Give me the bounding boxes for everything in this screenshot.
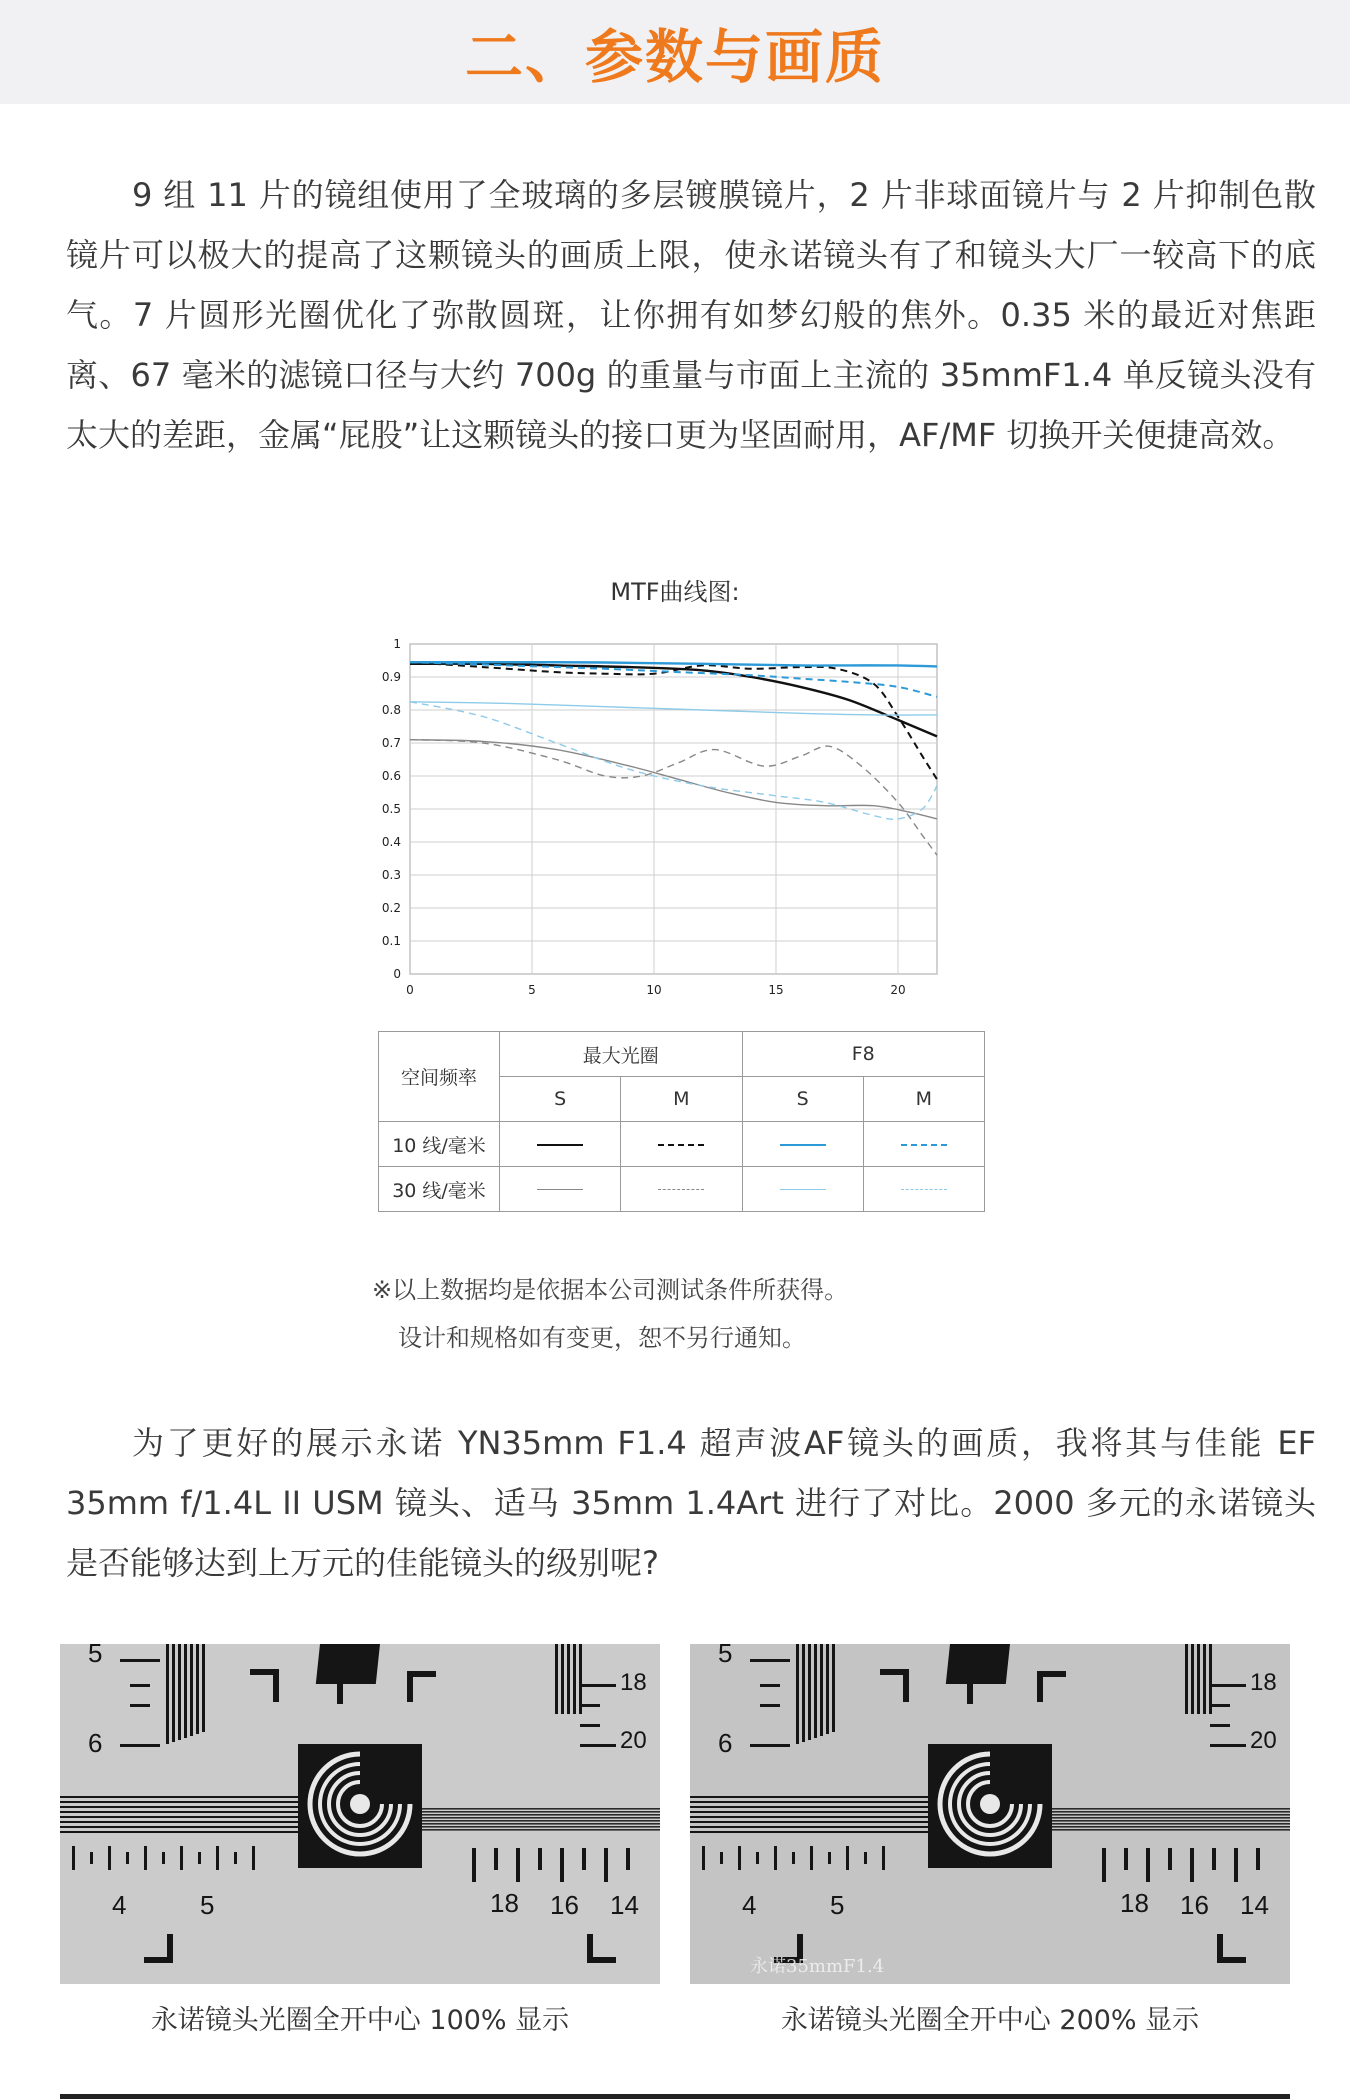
bottom-divider xyxy=(60,2094,1290,2099)
resolution-bar xyxy=(202,1644,205,1732)
target-number: 16 xyxy=(550,1890,579,1920)
legend-line-sample xyxy=(780,1144,826,1146)
target-number: 18 xyxy=(490,1888,519,1918)
ruler-tick xyxy=(882,1846,885,1870)
resolution-bar xyxy=(1197,1644,1200,1714)
horizontal-line-bar xyxy=(1050,1823,1290,1825)
ruler-tick xyxy=(702,1846,705,1870)
section-title: 二、参数与画质 xyxy=(464,23,885,91)
legend-row-10: 10 线/毫米 xyxy=(379,1122,500,1167)
target-number: 18 xyxy=(1120,1888,1149,1918)
legend-sample xyxy=(500,1122,621,1167)
ruler-tick xyxy=(1146,1848,1150,1882)
horizontal-line-bar xyxy=(420,1823,660,1825)
horizontal-line-bar xyxy=(420,1829,660,1831)
legend-line-sample xyxy=(658,1189,704,1190)
scale-tick xyxy=(580,1744,616,1747)
resolution-bar xyxy=(178,1644,181,1740)
x-tick-label: 10 xyxy=(646,983,662,997)
horizontal-line-bar xyxy=(690,1801,930,1803)
horizontal-line-bar xyxy=(690,1796,930,1798)
ruler-tick xyxy=(1190,1848,1194,1882)
ruler-tick xyxy=(560,1848,564,1882)
horizontal-line-bar xyxy=(420,1817,660,1819)
resolution-bar xyxy=(166,1644,169,1744)
ruler-tick xyxy=(626,1848,630,1870)
horizontal-line-bar xyxy=(60,1831,300,1833)
legend-line-sample xyxy=(901,1189,947,1190)
scale-tick xyxy=(1210,1724,1230,1727)
scale-tick xyxy=(580,1724,600,1727)
legend-group-max-aperture: 最大光圈 xyxy=(500,1032,743,1077)
ruler-tick xyxy=(1234,1848,1238,1882)
legend-row-30: 30 线/毫米 xyxy=(379,1167,500,1212)
target-number: 5 xyxy=(718,1644,733,1668)
ruler-tick xyxy=(864,1852,867,1864)
ruler-tick xyxy=(738,1846,741,1870)
resolution-bar xyxy=(820,1644,823,1736)
resolution-bar xyxy=(579,1644,582,1714)
y-tick-label: 0.8 xyxy=(381,703,401,717)
legend-sub-s: S xyxy=(742,1077,863,1122)
target-number: 4 xyxy=(742,1890,757,1920)
resolution-bar xyxy=(808,1644,811,1740)
ruler-tick xyxy=(494,1848,498,1870)
y-tick-label: 0.7 xyxy=(381,736,401,750)
resolution-bar xyxy=(190,1644,193,1736)
x-tick-label: 20 xyxy=(890,983,906,997)
target-number: 5 xyxy=(88,1644,103,1668)
scale-tick xyxy=(580,1684,616,1687)
scale-tick xyxy=(760,1704,780,1707)
x-tick-label: 0 xyxy=(406,983,414,997)
scale-tick xyxy=(580,1704,600,1707)
data-note: ※以上数据均是依据本公司测试条件所获得。 xyxy=(372,1276,849,1304)
resolution-bar xyxy=(802,1644,805,1742)
legend-line-sample xyxy=(780,1189,826,1190)
target-number: 18 xyxy=(620,1669,647,1696)
ruler-tick xyxy=(516,1848,520,1882)
target-number: 4 xyxy=(112,1890,127,1920)
ruler-tick xyxy=(90,1852,93,1864)
legend-line-sample xyxy=(537,1189,583,1190)
legend-sub-m: M xyxy=(863,1077,984,1122)
ruler-tick xyxy=(252,1846,255,1870)
target-number: 20 xyxy=(620,1727,647,1754)
legend-line-sample xyxy=(658,1144,704,1146)
ruler-tick xyxy=(180,1846,183,1870)
scale-tick xyxy=(750,1744,790,1747)
horizontal-line-bar xyxy=(1050,1811,1290,1813)
legend-sample xyxy=(621,1167,742,1212)
scale-tick xyxy=(130,1704,150,1707)
disclaimer-note: 设计和规格如有变更，恕不另行通知。 xyxy=(398,1324,806,1352)
ruler-tick xyxy=(756,1852,759,1864)
y-tick-label: 0.6 xyxy=(381,769,401,783)
horizontal-line-bar xyxy=(1050,1808,1290,1810)
ruler-tick xyxy=(774,1846,777,1870)
ruler-tick xyxy=(216,1846,219,1870)
test-chart-photo-100 xyxy=(60,1644,660,1984)
legend-sample xyxy=(863,1167,984,1212)
ruler-tick xyxy=(792,1852,795,1864)
legend-sample xyxy=(500,1167,621,1212)
resolution-bar xyxy=(826,1644,829,1734)
horizontal-line-bar xyxy=(1050,1817,1290,1819)
scale-tick xyxy=(760,1684,780,1687)
ruler-tick xyxy=(1212,1848,1216,1870)
y-tick-label: 0.3 xyxy=(381,868,401,882)
target-number: 14 xyxy=(610,1890,639,1920)
legend-sub-s: S xyxy=(500,1077,621,1122)
ruler-tick xyxy=(198,1852,201,1864)
ruler-tick xyxy=(846,1846,849,1870)
ruler-tick xyxy=(810,1846,813,1870)
horizontal-line-bar xyxy=(60,1801,300,1803)
y-tick-label: 0.1 xyxy=(381,934,401,948)
horizontal-line-bar xyxy=(60,1811,300,1813)
legend-line-sample xyxy=(537,1144,583,1146)
horizontal-line-bar xyxy=(420,1826,660,1828)
target-number: 6 xyxy=(718,1728,733,1758)
horizontal-line-bar xyxy=(60,1821,300,1823)
legend-table xyxy=(378,1031,985,1212)
ruler-tick xyxy=(234,1852,237,1864)
legend-sub-m: M xyxy=(621,1077,742,1122)
ruler-tick xyxy=(72,1846,75,1870)
resolution-bar xyxy=(796,1644,799,1744)
target-number: 5 xyxy=(830,1890,845,1920)
horizontal-line-bar xyxy=(690,1826,930,1828)
horizontal-line-bar xyxy=(60,1816,300,1818)
horizontal-line-bar xyxy=(420,1820,660,1822)
y-tick-label: 0.4 xyxy=(381,835,401,849)
intro-paragraph: 9 组 11 片的镜组使用了全玻璃的多层镀膜镜片，2 片非球面镜片与 2 片抑制色散镜片可以极大的提高了这颗镜头的画质上限，使永诺镜头有了和镜头大厂一较高下的底气。7 片圆形光圈优化了弥散圆斑，让你拥有如梦幻般的焦外。0.35 米的最近对焦距离、67 毫米的滤镜口径与大约 700g 的重量与市面上主流的 35mmF1.4 单反镜头没有太大的差距，金属“屁股”让这颗镜头的接口更为坚固耐用，AF/MF 切换开关便捷高效。 xyxy=(66,176,1316,454)
legend-sample xyxy=(863,1122,984,1167)
y-tick-label: 0.9 xyxy=(381,670,401,684)
ruler-tick xyxy=(1256,1848,1260,1870)
ruler-tick xyxy=(1168,1848,1172,1870)
resolution-bar xyxy=(1185,1644,1188,1714)
scale-tick xyxy=(1210,1704,1230,1707)
horizontal-line-bar xyxy=(690,1816,930,1818)
legend-corner: 空间频率 xyxy=(379,1032,500,1122)
ruler-tick xyxy=(538,1848,542,1870)
resolution-bar xyxy=(561,1644,564,1714)
resolution-bar xyxy=(172,1644,175,1742)
test-chart-photo-200 xyxy=(690,1644,1290,1984)
header-band xyxy=(0,0,1350,104)
legend-sample xyxy=(742,1167,863,1212)
target-number: 14 xyxy=(1240,1890,1269,1920)
comparison-paragraph: 为了更好的展示永诺 YN35mm F1.4 超声波AF镜头的画质，我将其与佳能 EF 35mm f/1.4L II USM 镜头、适马 35mm 1.4Art 进行了对比。2000 多元的永诺镜头是否能够达到上万元的佳能镜头的级别呢? xyxy=(66,1424,1316,1582)
ruler-tick xyxy=(1124,1848,1128,1870)
y-tick-label: 1 xyxy=(393,637,401,651)
horizontal-line-bar xyxy=(1050,1820,1290,1822)
horizontal-line-bar xyxy=(1050,1826,1290,1828)
resolution-bar xyxy=(567,1644,570,1714)
horizontal-line-bar xyxy=(1050,1814,1290,1816)
horizontal-line-bar xyxy=(420,1808,660,1810)
resolution-bar xyxy=(573,1644,576,1714)
legend-line-sample xyxy=(901,1144,947,1146)
scale-tick xyxy=(120,1744,160,1747)
target-number: 20 xyxy=(1250,1727,1277,1754)
target-center xyxy=(980,1794,1000,1814)
horizontal-line-bar xyxy=(420,1811,660,1813)
y-tick-label: 0 xyxy=(393,967,401,981)
target-number: 18 xyxy=(1250,1669,1277,1696)
scale-tick xyxy=(130,1684,150,1687)
ruler-tick xyxy=(162,1852,165,1864)
horizontal-line-bar xyxy=(420,1814,660,1816)
target-center xyxy=(350,1794,370,1814)
watermark-text: 永诺35mmF1.4 xyxy=(750,1956,885,1977)
photo-caption-100: 永诺镜头光圈全开中心 100% 显示 xyxy=(150,2005,570,2036)
mtf-chart xyxy=(360,630,1000,1010)
scale-tick xyxy=(1210,1684,1246,1687)
horizontal-line-bar xyxy=(690,1806,930,1808)
legend-group-f8: F8 xyxy=(742,1032,985,1077)
scale-tick xyxy=(750,1659,790,1662)
horizontal-line-bar xyxy=(690,1811,930,1813)
legend-sample xyxy=(742,1122,863,1167)
ruler-tick xyxy=(108,1846,111,1870)
ruler-tick xyxy=(126,1852,129,1864)
ruler-tick xyxy=(1102,1848,1106,1882)
target-number: 6 xyxy=(88,1728,103,1758)
resolution-bar xyxy=(832,1644,835,1732)
resolution-bar xyxy=(1209,1644,1212,1714)
resolution-bar xyxy=(196,1644,199,1734)
resolution-bar xyxy=(1203,1644,1206,1714)
target-number: 16 xyxy=(1180,1890,1209,1920)
legend-sample xyxy=(621,1122,742,1167)
y-tick-label: 0.5 xyxy=(381,802,401,816)
black-patch xyxy=(946,1644,1010,1684)
horizontal-line-bar xyxy=(690,1831,930,1833)
photo-caption-200: 永诺镜头光圈全开中心 200% 显示 xyxy=(780,2005,1200,2036)
ruler-tick xyxy=(604,1848,608,1882)
ruler-tick xyxy=(720,1852,723,1864)
resolution-bar xyxy=(555,1644,558,1714)
horizontal-line-bar xyxy=(60,1806,300,1808)
horizontal-line-bar xyxy=(1050,1829,1290,1831)
horizontal-line-bar xyxy=(60,1826,300,1828)
resolution-bar xyxy=(1191,1644,1194,1714)
ruler-tick xyxy=(144,1846,147,1870)
y-tick-label: 0.2 xyxy=(381,901,401,915)
resolution-bar xyxy=(184,1644,187,1738)
x-tick-label: 15 xyxy=(768,983,784,997)
resolution-bar xyxy=(814,1644,817,1738)
ruler-tick xyxy=(582,1848,586,1870)
scale-tick xyxy=(120,1659,160,1662)
target-number: 5 xyxy=(200,1890,215,1920)
ruler-tick xyxy=(828,1852,831,1864)
black-patch xyxy=(316,1644,380,1684)
horizontal-line-bar xyxy=(60,1796,300,1798)
horizontal-line-bar xyxy=(690,1821,930,1823)
x-tick-label: 5 xyxy=(528,983,536,997)
ruler-tick xyxy=(472,1848,476,1882)
scale-tick xyxy=(1210,1744,1246,1747)
chart-title: MTF曲线图: xyxy=(610,578,740,606)
